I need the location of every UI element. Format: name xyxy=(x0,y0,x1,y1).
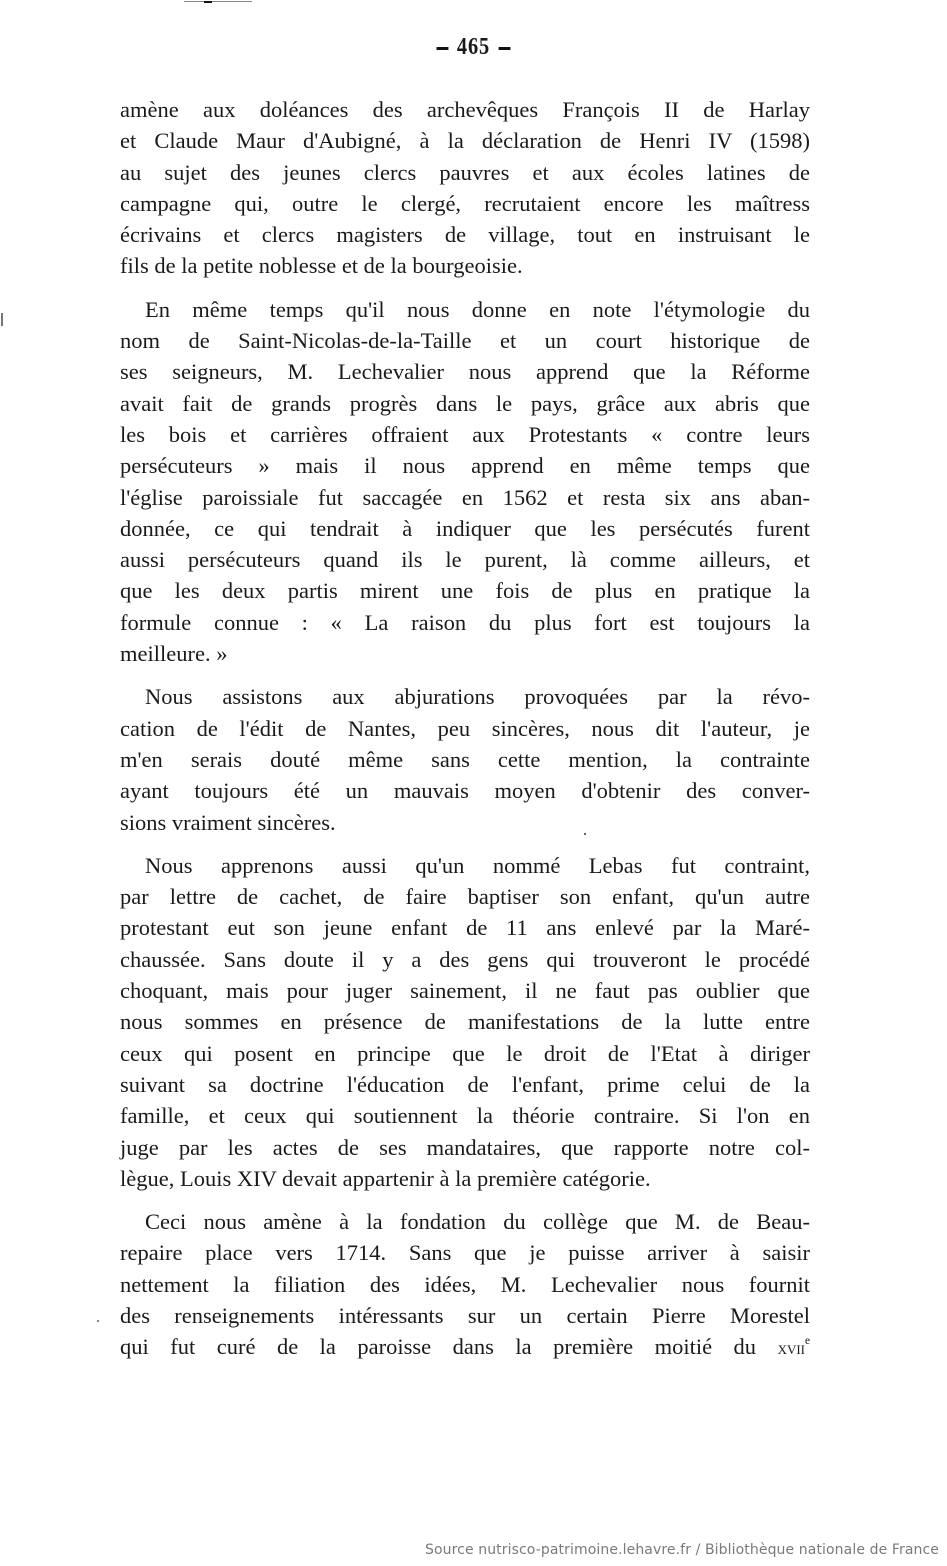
text-line: cation de l'édit de Nantes, peu sincères, nous dit l'auteur, je xyxy=(120,715,810,741)
text-line: aussi persécuteurs quand ils le purent, là comme ailleurs, et xyxy=(120,547,810,573)
text-line: campagne qui, outre le clergé, recrutaient encore les maîtress xyxy=(120,190,810,216)
scan-edge-rule xyxy=(184,1,252,2)
text-line: choquant, mais pour juger sainement, il ne faut pas oublier que xyxy=(120,978,810,1004)
page-number-dash-left xyxy=(437,47,449,50)
text-line: Nous assistons aux abjurations provoquées par la révo- xyxy=(145,684,810,710)
text-line: protestant eut son jeune enfant de 11 ans enlevé par la Maré- xyxy=(120,915,810,941)
text-line: juge par les actes de ses mandataires, que rapporte notre col- xyxy=(120,1134,810,1160)
source-attribution: Source nutrisco-patrimoine.lehavre.fr / Bibliothèque nationale de France xyxy=(425,1542,939,1558)
text-line: par lettre de cachet, de faire baptiser son enfant, qu'un autre xyxy=(120,884,810,910)
text-line: les bois et carrières offraient aux Protestants « contre leurs xyxy=(120,421,810,447)
century-superscript: e xyxy=(805,1335,810,1348)
text-line: nous sommes en présence de manifestations de la lutte entre xyxy=(120,1009,810,1035)
text-line-content: qui fut curé de la paroisse dans la première moitié du xyxy=(120,1334,757,1360)
text-line: avait fait de grands progrès dans le pays, grâce aux abris que xyxy=(120,390,810,416)
text-line: donnée, ce qui tendrait à indiquer que les persécutés furent xyxy=(120,515,810,541)
text-line: chaussée. Sans doute il y a des gens qui trouveront le procédé xyxy=(120,946,810,972)
text-line: En même temps qu'il nous donne en note l'étymologie du xyxy=(145,296,810,322)
text-line: que les deux partis mirent une fois de plus en pratique la xyxy=(120,578,810,604)
text-line: lègue, Louis XIV devait appartenir à la première catégorie. xyxy=(120,1165,651,1191)
text-line: fils de la petite noblesse et de la bourgeoisie. xyxy=(120,253,523,279)
text-line: ses seigneurs, M. Lechevalier nous apprend que la Réforme xyxy=(120,359,810,385)
century-numeral: xvii xyxy=(777,1338,805,1360)
text-line: famille, et ceux qui soutiennent la théorie contraire. Si l'on en xyxy=(120,1103,810,1129)
paragraph-4 xyxy=(120,850,810,1194)
page-number xyxy=(71,34,876,61)
text-line-with-century xyxy=(120,1331,810,1364)
paragraph-2 xyxy=(120,294,810,670)
text-line: nettement la filiation des idées, M. Lechevalier nous fournit xyxy=(120,1271,810,1297)
text-line: suivant sa doctrine l'éducation de l'enfant, prime celui de la xyxy=(120,1071,810,1097)
text-line: m'en serais douté même sans cette mention, la contrainte xyxy=(120,746,810,772)
text-line: des renseignements intéressants sur un certain Pierre Morestel xyxy=(120,1302,810,1328)
text-line: sions vraiment sincères. xyxy=(120,809,336,835)
text-line: persécuteurs » mais il nous apprend en même temps que xyxy=(120,453,810,479)
paragraph-5 xyxy=(120,1206,810,1364)
text-line: Nous apprenons aussi qu'un nommé Lebas fut contraint, xyxy=(145,852,810,878)
scan-margin-dot xyxy=(97,1320,99,1322)
text-line: Ceci nous amène à la fondation du collège que M. de Beau- xyxy=(145,1209,810,1235)
text-line: ceux qui posent en principe que le droit de l'Etat à diriger xyxy=(120,1040,810,1066)
scan-edge-mark xyxy=(204,1,212,3)
paragraph-3 xyxy=(120,681,810,837)
text-line: au sujet des jeunes clercs pauvres et aux écoles latines de xyxy=(120,159,810,185)
text-line: amène aux doléances des archevêques François II de Harlay xyxy=(120,97,810,122)
body-text xyxy=(120,94,810,1377)
text-line: repaire place vers 1714. Sans que je puisse arriver à saisir xyxy=(120,1240,810,1266)
paragraph-1 xyxy=(120,94,810,282)
text-line: nom de Saint-Nicolas-de-la-Taille et un court historique de xyxy=(120,328,810,354)
text-line: formule connue : « La raison du plus fort est toujours la xyxy=(120,609,810,635)
text-line: et Claude Maur d'Aubigné, à la déclaration de Henri IV (1598) xyxy=(120,128,810,154)
text-line: ayant toujours été un mauvais moyen d'obtenir des conver- xyxy=(120,778,810,804)
page-number-value: 465 xyxy=(456,34,491,60)
scan-margin-mark xyxy=(1,313,3,326)
text-line: écrivains et clercs magisters de village, tout en instruisant le xyxy=(120,222,810,248)
page-number-dash-right xyxy=(499,47,511,50)
text-line: meilleure. » xyxy=(120,641,228,667)
text-line: l'église paroissiale fut saccagée en 1562 et resta six ans aban- xyxy=(120,484,810,510)
